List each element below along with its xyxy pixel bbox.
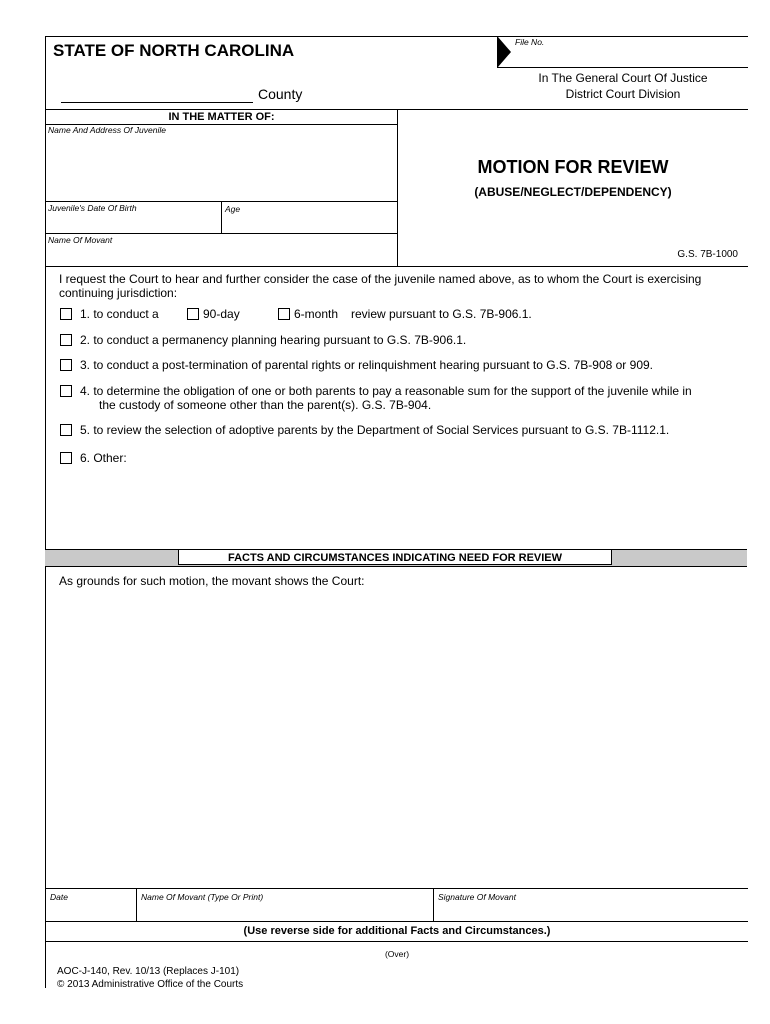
form-subtitle: (ABUSE/NEGLECT/DEPENDENCY) — [474, 185, 672, 199]
facts-field[interactable] — [50, 592, 740, 884]
movant-field[interactable] — [46, 246, 396, 265]
signature-label: Signature Of Movant — [438, 892, 516, 902]
over-label: (Over) — [384, 949, 410, 959]
age-field[interactable] — [222, 214, 396, 232]
copyright: © 2013 Administrative Office of the Courts — [57, 979, 244, 990]
name-address-label: Name And Address Of Juvenile — [48, 125, 166, 135]
court-line-1: In The General Court Of Justice — [538, 71, 708, 85]
dob-field[interactable] — [46, 214, 220, 232]
item1-prefix: 1. to conduct a — [80, 307, 159, 321]
form-id: AOC-J-140, Rev. 10/13 (Replaces J-101) — [57, 966, 240, 977]
signature-field[interactable] — [434, 903, 747, 920]
reverse-note: (Use reverse side for additional Facts and Circumstances.) — [243, 925, 551, 937]
item2-checkbox[interactable] — [60, 334, 72, 346]
90-day-checkbox[interactable] — [187, 308, 199, 320]
item1-checkbox[interactable] — [60, 308, 72, 320]
county-label: County — [258, 86, 303, 102]
item3-text: 3. to conduct a post-termination of parental rights or relinquishment hearing pursuant to G.S. 7B-908 or 909. — [80, 358, 653, 372]
matter-title: IN THE MATTER OF: — [168, 111, 275, 123]
file-no-arrow-icon — [498, 37, 512, 72]
form-title: MOTION FOR REVIEW — [477, 157, 669, 177]
item4-text-line2: the custody of someone other than the parent(s). G.S. 7B-904. — [99, 398, 432, 412]
name-address-field[interactable] — [46, 136, 396, 200]
item5-text: 5. to review the selection of adoptive parents by the Department of Social Services pursuant to G.S. 7B-1112.1. — [80, 423, 670, 437]
statute-ref: G.S. 7B-1000 — [677, 249, 738, 260]
6-month-checkbox[interactable] — [278, 308, 290, 320]
date-field[interactable] — [46, 903, 135, 920]
dob-label: Juvenile's Date Of Birth — [48, 203, 137, 213]
item6-checkbox[interactable] — [60, 452, 72, 464]
facts-header: FACTS AND CIRCUMSTANCES INDICATING NEED FOR REVIEW — [178, 549, 612, 565]
90-day-label: 90-day — [203, 307, 240, 321]
item2-text: 2. to conduct a permanency planning hearing pursuant to G.S. 7B-906.1. — [80, 333, 467, 347]
item6-text: 6. Other: — [80, 451, 127, 465]
state-title: STATE OF NORTH CAROLINA — [53, 41, 295, 60]
file-no-label: File No. — [515, 37, 545, 47]
age-label: Age — [225, 204, 241, 214]
county-field[interactable] — [61, 102, 253, 103]
6-month-label: 6-month — [294, 307, 339, 321]
court-line-2: District Court Division — [565, 87, 681, 101]
item1-suffix: review pursuant to G.S. 7B-906.1. — [351, 307, 532, 321]
movant-label: Name Of Movant — [48, 235, 113, 245]
other-field[interactable] — [138, 450, 738, 540]
date-label: Date — [50, 892, 68, 902]
request-intro: I request the Court to hear and further consider the case of the juvenile named above, as to whom the Court is exercising continuing jurisdiction: — [59, 272, 702, 300]
item4-checkbox[interactable] — [60, 385, 72, 397]
item5-checkbox[interactable] — [60, 424, 72, 436]
item4-text-line1: 4. to determine the obligation of one or both parents to pay a reasonable sum for the support of the juvenile while in — [80, 384, 692, 398]
movant-name-field[interactable] — [137, 903, 432, 920]
movant-name-label: Name Of Movant (Type Or Print) — [141, 892, 264, 902]
facts-intro: As grounds for such motion, the movant shows the Court: — [59, 574, 365, 588]
item3-checkbox[interactable] — [60, 359, 72, 371]
